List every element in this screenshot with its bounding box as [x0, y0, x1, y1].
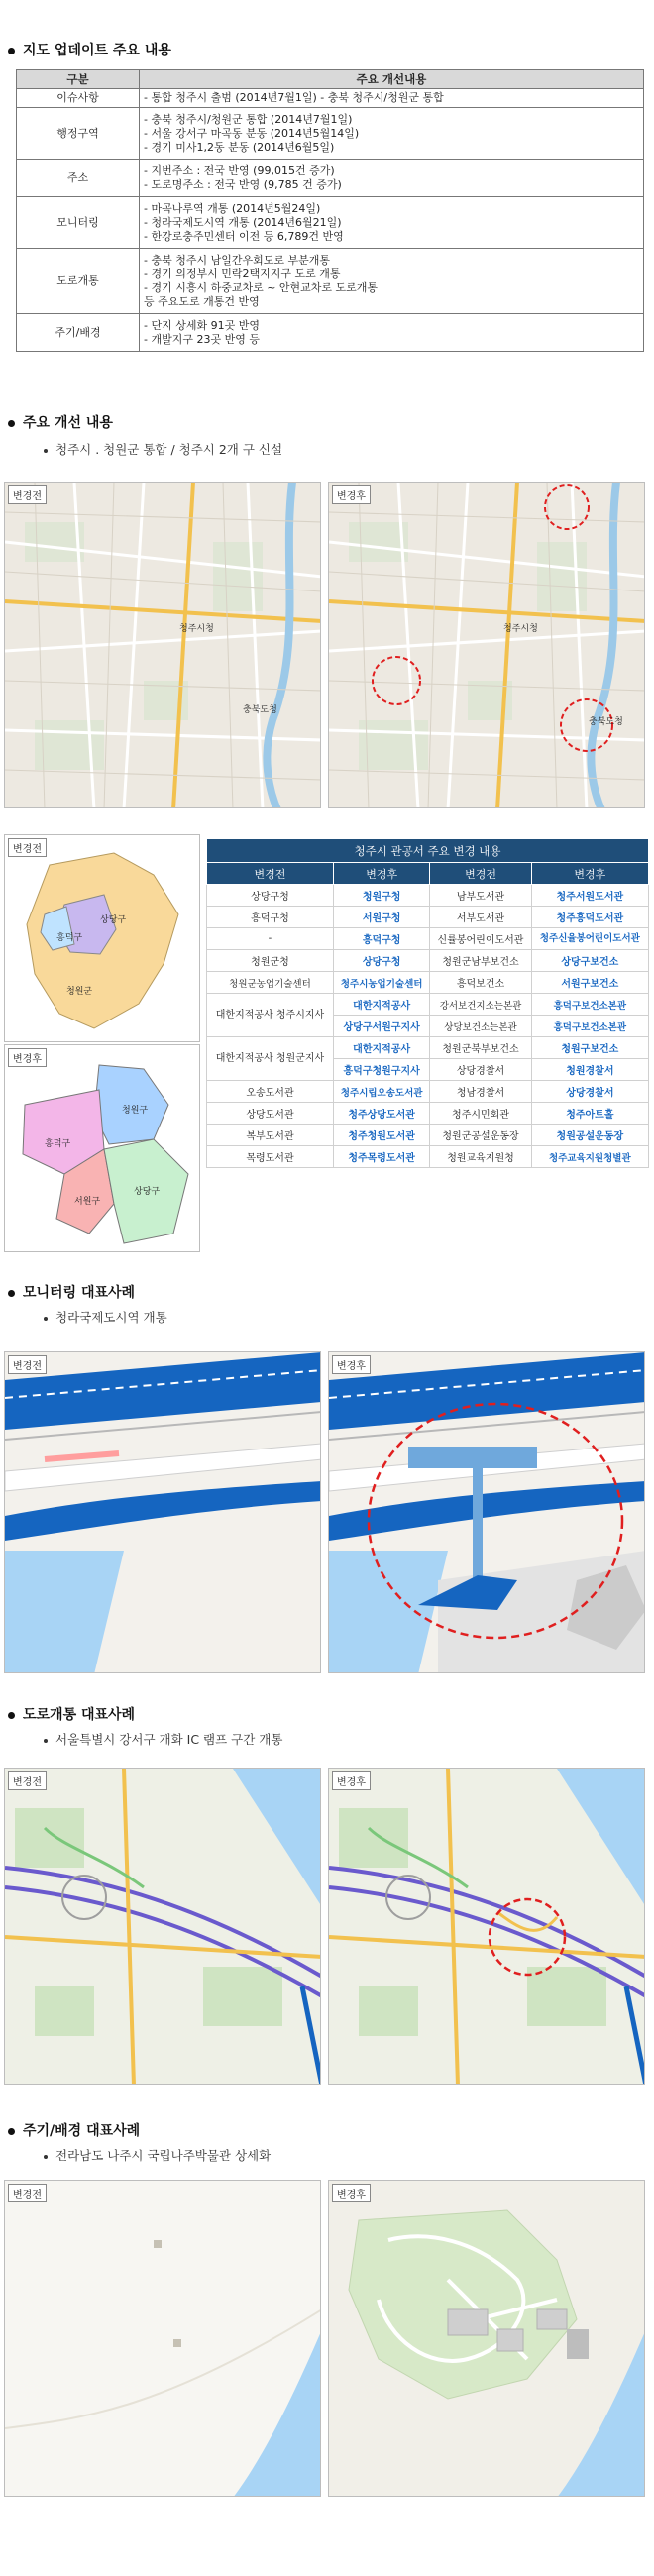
section-subtitle-monitoring: 청라국제도시역 개통 — [44, 1308, 167, 1326]
map-panel-monitoring-after — [328, 1351, 645, 1673]
label-before: 변경전 — [8, 1771, 47, 1790]
map-panel-museum-before — [4, 2180, 321, 2497]
table-cell-category: 모니터링 — [17, 197, 140, 249]
table-row: 청원군농업기술센터 청주시농업기술센터 흥덕보건소 서원구보건소 — [207, 972, 649, 994]
map-label-heungdeok: 흥덕구 — [56, 933, 83, 943]
map-label-sangdang-gu: 상당구 — [134, 1187, 161, 1197]
section-title-background: 주기/배경 대표사례 — [8, 2120, 140, 2140]
map-label-provincial-office: 충북도청 — [589, 717, 623, 727]
label-before: 변경전 — [8, 2184, 47, 2202]
bullet-icon — [8, 420, 15, 427]
label-after: 변경후 — [332, 1771, 371, 1790]
map-label-provincial-office: 충북도청 — [243, 705, 277, 715]
map-label-cheongwon-gu: 청원구 — [122, 1106, 149, 1116]
map-panel-cheongju-after — [328, 482, 645, 808]
office-table-caption: 청주시 관공서 주요 변경 내용 — [207, 839, 649, 863]
district-map-after — [4, 1044, 200, 1252]
office-table-header: 변경후 — [333, 863, 429, 885]
label-after: 변경후 — [332, 485, 371, 504]
sub-bullet-icon — [44, 1317, 48, 1321]
section-subtitle-background: 전라남도 나주시 국립나주박물관 상세화 — [44, 2146, 271, 2164]
office-table-header: 변경전 — [430, 863, 531, 885]
label-before: 변경전 — [8, 1355, 47, 1374]
update-table-header-content: 주요 개선내용 — [140, 70, 644, 89]
table-row: 대한지적공사 청주시지사 대한지적공사 강서보건지소는본관 흥덕구보건소본관 — [207, 994, 649, 1016]
station-building — [408, 1447, 537, 1468]
section-title-monitoring: 모니터링 대표사례 — [8, 1282, 135, 1302]
map-panel-museum-after — [328, 2180, 645, 2497]
table-cell-category: 도로개통 — [17, 249, 140, 314]
office-table-header: 변경후 — [531, 863, 648, 885]
table-row: - 흥덕구청 신률봉어린이도서관 청주신율봉어린이도서관 — [207, 928, 649, 950]
bullet-icon — [8, 2128, 15, 2135]
bullet-icon — [8, 48, 15, 54]
table-row: 목령도서관 청주목령도서관 청원교육지원청 청주교육지원청별관 — [207, 1146, 649, 1168]
section-title-update: 지도 업데이트 주요 내용 — [8, 40, 171, 59]
update-table-header-category: 구분 — [17, 70, 140, 89]
section-subtitle-improvements: 청주시 . 청원군 통합 / 청주시 2개 구 신설 — [44, 440, 282, 458]
label-after: 변경후 — [8, 1048, 47, 1067]
sub-bullet-icon — [44, 2155, 48, 2159]
table-row: 상당구청 청원구청 남부도서관 청주서원도서관 — [207, 885, 649, 907]
table-row: 청원군청 상당구청 청원군남부보건소 상당구보건소 — [207, 950, 649, 972]
map-label-city-hall: 청주시청 — [503, 624, 538, 634]
bullet-icon — [8, 1712, 15, 1719]
office-change-table — [206, 838, 649, 1168]
table-cell-category: 주기/배경 — [17, 314, 140, 352]
table-cell-content: - 충북 청주시/청원군 통합 (2014년7월1일) - 서울 강서구 마곡동 분동 (2014년5월14일) - 경기 미사1,2동 분동 (2014년6월5일) — [140, 108, 644, 160]
map-label-seowon-gu: 서원구 — [74, 1197, 101, 1207]
map-panel-road-after — [328, 1768, 645, 2085]
table-cell-content: - 통합 청주시 출범 (2014년7월1일) - 충북 청주시/청원군 통합 — [140, 89, 644, 108]
map-panel-cheongju-before — [4, 482, 321, 808]
map-label-city-hall: 청주시청 — [179, 624, 214, 634]
map-label-heungdeok-gu: 흥덕구 — [45, 1139, 71, 1149]
table-cell-category: 행정구역 — [17, 108, 140, 160]
bullet-icon — [8, 1290, 15, 1297]
table-row: 대한지적공사 청원군지사 대한지적공사 청원군북부보건소 청원구보건소 — [207, 1037, 649, 1059]
section-subtitle-road: 서울특별시 강서구 개화 IC 램프 구간 개통 — [44, 1730, 282, 1748]
table-row: 상당구서원구지사 상당보건소는본관 흥덕구보건소본관 — [207, 1016, 649, 1037]
table-cell-category: 이슈사항 — [17, 89, 140, 108]
label-before: 변경전 — [8, 838, 47, 857]
label-after: 변경후 — [332, 1355, 371, 1374]
table-cell-content: - 단지 상세화 91곳 반영 - 개발지구 23곳 반영 등 — [140, 314, 644, 352]
label-before: 변경전 — [8, 485, 47, 504]
table-row: 복부도서관 청주청원도서관 청원군공설운동장 청원공설운동장 — [207, 1125, 649, 1146]
map-panel-road-before — [4, 1768, 321, 2085]
city-map-after — [329, 483, 645, 808]
table-cell-category: 주소 — [17, 160, 140, 197]
table-row: 흥덕구청 서원구청 서부도서관 청주흥덕도서관 — [207, 907, 649, 928]
sub-bullet-icon — [44, 1739, 48, 1743]
map-label-cheongwon: 청원군 — [66, 987, 93, 997]
table-cell-content: - 충북 청주시 남일간우회도로 부분개통 - 경기 의정부시 민락2택지지구 도로 개통 - 경기 시흥시 하중교차로 ~ 안현교차로 도로개통 등 주요도로 개통건 반영 — [140, 249, 644, 314]
table-row: 상당도서관 청주상당도서관 청주시민회관 청주아트홀 — [207, 1103, 649, 1125]
table-cell-content: - 마곡나루역 개통 (2014년5월24일) - 청라국제도시역 개통 (2014년6월21일) - 한강로충주민센터 이전 등 6,789건 반영 — [140, 197, 644, 249]
office-table-header: 변경전 — [207, 863, 334, 885]
table-row: 흥덕구청원구지사 상당경찰서 청원경찰서 — [207, 1059, 649, 1081]
sub-bullet-icon — [44, 449, 48, 453]
section-title-improvements: 주요 개선 내용 — [8, 412, 113, 432]
section-title-road: 도로개통 대표사례 — [8, 1704, 135, 1724]
update-table — [16, 69, 644, 352]
table-row: 오송도서관 청주시립오송도서관 청남경찰서 상당경찰서 — [207, 1081, 649, 1103]
map-label-sangdang: 상당구 — [100, 915, 127, 925]
table-cell-content: - 지번주소 : 전국 반영 (99,015건 증가) - 도로명주소 : 전국 반영 (9,785 건 증가) — [140, 160, 644, 197]
label-after: 변경후 — [332, 2184, 371, 2202]
city-map-before — [5, 483, 321, 808]
map-panel-monitoring-before — [4, 1351, 321, 1673]
district-map-before — [4, 834, 200, 1042]
